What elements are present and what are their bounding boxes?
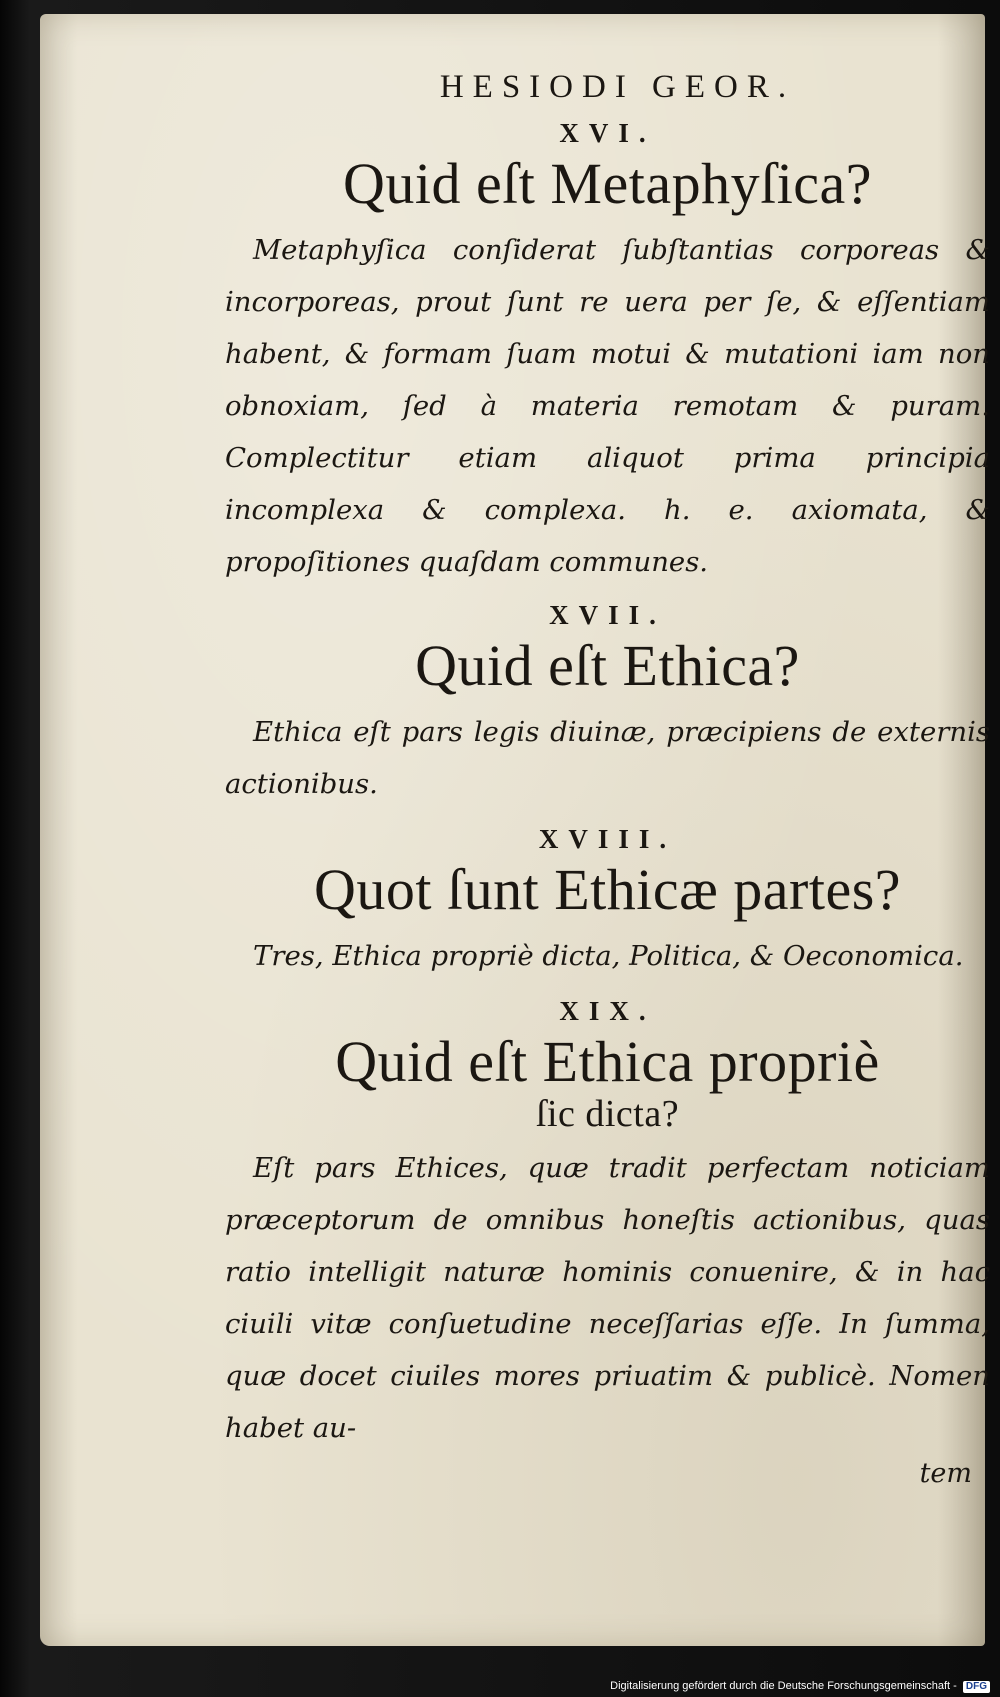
dfg-logo[interactable]: DFG [963,1681,990,1693]
catchword: tem [919,1458,972,1489]
book-page [40,14,990,1646]
section-answer: Metaphyſica conſiderat ſubſtantias corporeas & incorporeas, prout ſunt re uera per ſe, & eſſentiam habent, & formam ſuam motui & mutationi iam non obnoxiam, ſed à materia remotam & puram. Complectitur etiam aliquot prima principia incomplexa & complexa. h. e. axiomata, & propoſitiones quaſdam communes. [225,234,990,578]
page-text-block [225,69,990,1494]
section-number: XVI. [559,118,656,148]
section-number: XVII. [549,600,666,630]
digitization-credit [0,1680,990,1693]
section-number: XIX. [559,996,656,1026]
section-answer: Tres, Ethica propriè dicta, Politica, & Oeconomica. [253,940,964,972]
section-xvi [225,116,990,588]
section-question-continuation: ſic dicta? [535,1093,680,1135]
section-question: Quid eſt Ethica? [415,633,800,698]
section-question: Quid eſt Metaphyſica? [342,151,873,216]
section-question: Quot ſunt Ethicæ partes? [313,857,902,922]
credit-text: Digitalisierung gefördert durch die Deutsche Forschungsgemeinschaft - [610,1680,957,1692]
running-head: HESIODI GEOR. [439,69,796,105]
section-answer: Ethica eſt pars legis diuinæ, præcipiens de externis actionibus. [225,716,990,800]
section-answer: Eſt pars Ethices, quæ tradit perfectam noticiam præceptorum de omnibus honeſtis actionibus, quas ratio intelligit naturæ hominis conuenire, & in hac ciuili vitæ conſuetudine neceſſarias eſſe. In ſumma, quæ docet ciuiles mores priuatim & publicè. Nomen habet au- [225,1152,990,1444]
section-xviii [225,822,990,982]
section-xvii [225,598,990,810]
section-question-main: Quid eſt Ethica propriè [335,1029,880,1094]
section-question [225,1028,990,1136]
section-number: XVIII. [538,824,677,854]
section-xix [225,994,990,1454]
